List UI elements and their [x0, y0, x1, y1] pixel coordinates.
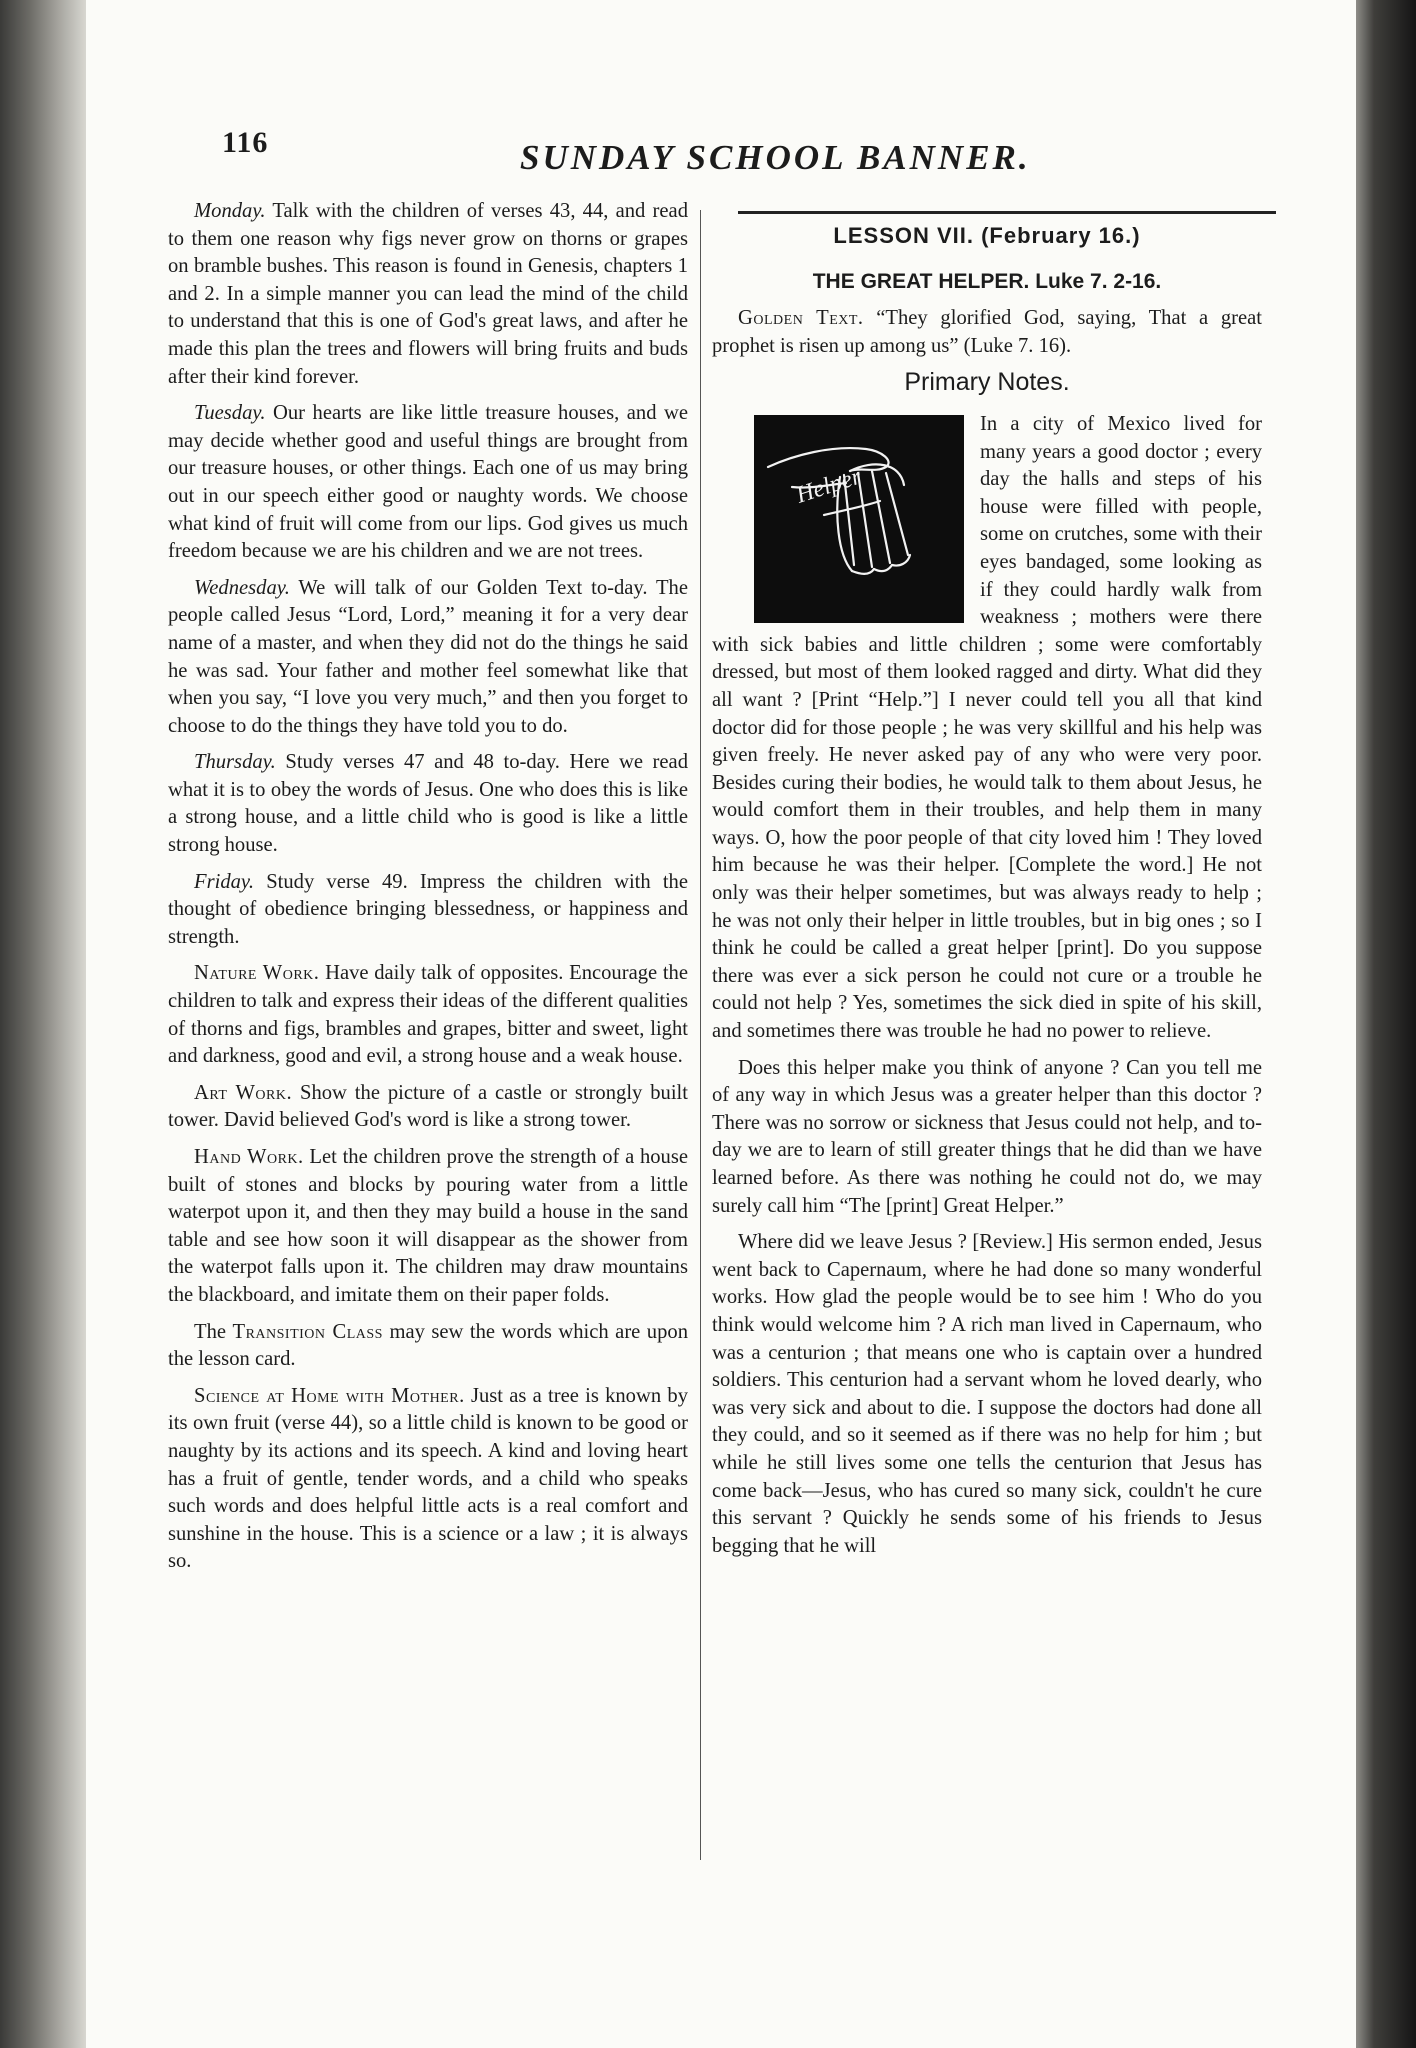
helper-hand-illustration	[754, 415, 964, 623]
paragraph-mexico-doctor: In a city of Mexico lived for many years a good doctor ; every day the halls and steps of his house were filled with people, some on crutches, some with their eyes bandaged, some looking as if they could hardly walk from weakness ; mothers were there with sick babies and little children ; some were comfortably dressed, but most of them looked ragged and dirty. What did they all want ? [Print “Help.”] I never could tell you all that kind doctor did for those people ; he was very skillful and his help was given freely. He never asked pay of any who were very poor. Besides curing their bodies, he would talk to them about Jesus, he would comfort them in their troubles, and help them in many ways. O, how the poor people of that city loved him ! They loved him because he was their helper. [Complete the word.] He not only was their helper sometimes, but was always ready to help ; he was not only their helper in little troubles, but in big ones ; so I think he could be called a great helper [print]. Do you suppose there was ever a sick person he could not cure or a trouble he could not help ? Yes, sometimes the sick died in spite of his skill, and sometimes there was trouble he had no power to relieve.	[712, 412, 1262, 1043]
paragraph-hand-work: Hand Work. Let the children prove the strength of a house built of stones and blocks by pouring water from a little waterpot upon it, and then they may build a house in the sand table and see how soon it will disappear as the shower from the waterpot falls upon it. The children may draw mountains the blackboard, and imitate them on their paper folds.	[168, 1146, 688, 1306]
lesson-subtitle: THE GREAT HELPER. Luke 7. 2-16.	[812, 269, 1162, 293]
paragraph-science-at-home: Science at Home with Mother. Just as a tree is known by its own fruit (verse 44), so a little child is known to be good or naughty by its actions and its speech. A kind and loving heart has a fruit of gentle, tender words, and a child who speaks such words and does helpful little acts is a real comfort and sunshine in the house. This is a science or a law ; it is always so.	[168, 1384, 688, 1573]
page-number: 116	[222, 126, 269, 159]
paragraph-capernaum: Where did we leave Jesus ? [Review.] His sermon ended, Jesus went back to Capernaum, where he had done so many wonderful works. How glad the people would be to see him ! Who do you think would welcome him ? A rich man lived in Capernaum, who was a centurion ; that means one who is captain over a hundred soldiers. This centurion had a servant whom he loved dearly, who was very sick and about to die. I suppose the doctors had done all they could, and so it seemed as if there was no help for him ; but while he still lives some one tells the centurion that Jesus has come back—Jesus, who has cured so many sick, couldn't he cure this servant ? Quickly he sends some of his friends to Jesus begging that he will	[712, 1231, 1262, 1557]
paragraph-nature-work: Nature Work. Have daily talk of opposites. Encourage the children to talk and express their ideas of the different qualities of thorns and figs, brambles and grapes, bitter and sweet, light and darkness, good and evil, a strong house and a weak house.	[168, 962, 689, 1068]
paragraph-friday: Friday. Study verse 49. Impress the children with the thought of obedience bringing blessedness, or happiness and strength.	[168, 870, 688, 948]
header-rule	[738, 211, 1276, 214]
open-hand-icon	[754, 415, 964, 623]
right-column	[712, 222, 1262, 1569]
paragraph-tuesday: Tuesday. Our hearts are like little treasure houses, and we may decide whether good and useful things are brought from our treasure houses, or other things. Each one of us may bring out in our speech either good or naughty words. We choose what kind of fruit will come from our lips. God gives us much freedom because we are his children and we are not trees.	[168, 402, 688, 563]
section-heading: Primary Notes.	[904, 368, 1070, 397]
paragraph-thursday: Thursday. Study verses 47 and 48 to-day. Here we read what it is to obey the words of Jesus. One who does this is like a strong house, and a little child who is good is like a little strong house.	[168, 751, 688, 857]
book-page-edge	[1356, 0, 1416, 2048]
paragraph-monday: Monday. Talk with the children of verses 43, 44, and read to them one reason why figs never grow on thorns or grapes on bramble bushes. This reason is found in Genesis, chapters 1 and 2. In a simple manner you can lead the mind of the child to understand that this is one of God's great laws, and after he made this plan the trees and flowers will bring fruits and buds after their kind forever.	[168, 200, 688, 388]
lesson-title: LESSON VII. (February 16.)	[833, 223, 1141, 248]
column-divider	[700, 210, 701, 1860]
illustration-label: Helper	[793, 463, 865, 509]
book-binding-edge	[0, 0, 86, 2048]
left-column	[168, 198, 688, 1585]
paragraph-greater-helper: Does this helper make you think of anyone ? Can you tell me of any way in which Jesus was a greater helper than this doctor ? There was no sorrow or sickness that Jesus could not help, and to-day we are to learn of still greater things that he did than we have learned before. As there was nothing he could not do, we may surely call him “The [print] Great Helper.”	[712, 1056, 1262, 1217]
golden-text: Golden Text. “They glorified God, saying, That a great prophet is risen up among us” (Luke 7. 16).	[712, 307, 1262, 357]
paragraph-art-work: Art Work. Show the picture of a castle or strongly built tower. David believed God's word is like a strong tower.	[168, 1081, 688, 1132]
paragraph-wednesday: Wednesday. We will talk of our Golden Text to-day. The people called Jesus “Lord, Lord,” meaning it for a very dear name of a master, and when they did not do the things he said he was sad. Your father and mother feel somewhat like that when you say, “I love you very much,” and then you forget to choose to do the things they have told you to do.	[168, 576, 688, 737]
paragraph-transition-class: The Transition Class may sew the words which are upon the lesson card.	[168, 1320, 688, 1371]
running-title: SUNDAY SCHOOL BANNER.	[520, 138, 1031, 177]
